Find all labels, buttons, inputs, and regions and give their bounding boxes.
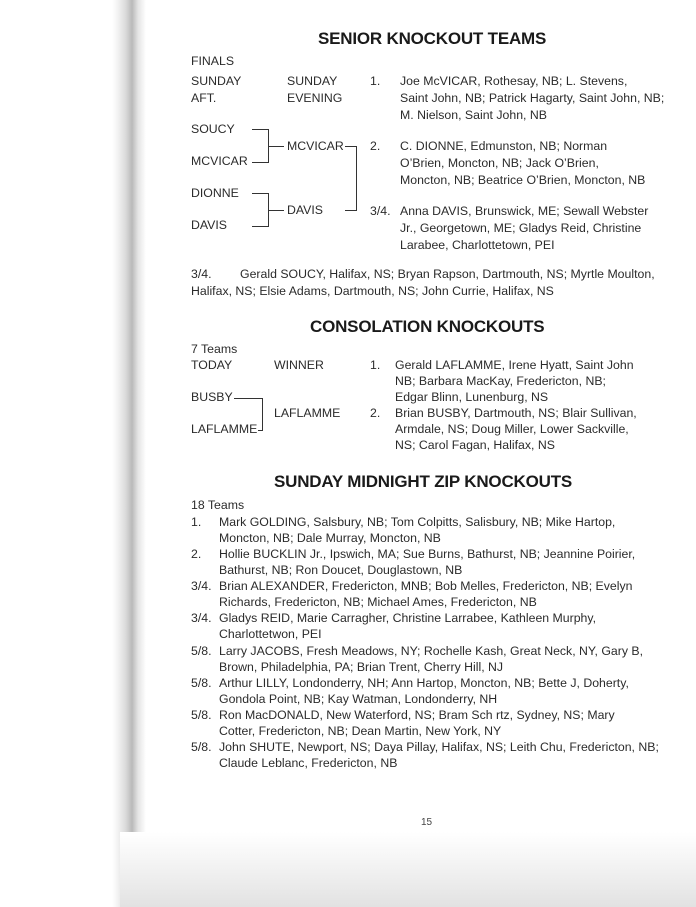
bracket-team: LAFLAMME <box>191 422 258 436</box>
entry-line: Gondola Point, NB; Kay Watman, Londonderry, NH <box>219 692 498 706</box>
entry-line: Brian ALEXANDER, Fredericton, MNB; Bob Melles, Fredericton, NB; Evelyn <box>219 579 633 593</box>
entry-line: Hollie BUCKLIN Jr., Ipswich, MA; Sue Burns, Bathurst, NB; Jeannine Poirier, <box>219 547 636 561</box>
entry-line: Brown, Philadelphia, PA; Brian Trent, Cherry Hill, NJ <box>219 660 504 674</box>
winner-label: WINNER <box>274 358 324 372</box>
entry-line: Anna DAVIS, Brunswick, ME; Sewall Webster <box>400 204 649 218</box>
bracket-team: BUSBY <box>191 390 233 404</box>
bracket-team: SOUCY <box>191 122 235 136</box>
entry-line: John SHUTE, Newport, NS; Daya Pillay, Halifax, NS; Leith Chu, Fredericton, NB; <box>219 740 659 754</box>
col2-heading-line1: SUNDAY <box>287 74 338 88</box>
consolation-title: CONSOLATION KNOCKOUTS <box>310 317 545 336</box>
entry-number: 1. <box>370 358 381 372</box>
finals-label: FINALS <box>191 54 235 68</box>
entry-line: Brian BUSBY, Dartmouth, NS; Blair Sullivan, <box>395 406 637 420</box>
entry-number: 3/4. <box>191 579 212 593</box>
bracket-line <box>252 162 268 163</box>
bracket-team: DAVIS <box>191 218 227 232</box>
entry-line: Larry JACOBS, Fresh Meadows, NY; Rochelle Kash, Great Neck, NY, Gary B, <box>219 644 644 658</box>
bracket-team: MCVICAR <box>191 154 248 168</box>
entry-line: Larabee, Charlottetown, PEI <box>400 238 555 252</box>
teams-count: 18 Teams <box>191 498 245 512</box>
entry-number: 1. <box>191 515 202 529</box>
entry-line: Moncton, NB; Beatrice O’Brien, Moncton, NB <box>400 173 646 187</box>
bracket-team: DIONNE <box>191 186 239 200</box>
entry-line: Cotter, Fredericton, NB; Dean Martin, New York, NY <box>219 724 502 738</box>
entry-line: NB; Barbara MacKay, Fredericton, NB; <box>395 374 606 388</box>
entry-line: Armdale, NS; Doug Miller, Lower Sackville, <box>395 422 629 436</box>
bracket-winner: DAVIS <box>287 203 323 217</box>
entry-number: 2. <box>370 406 381 420</box>
bracket-line <box>252 129 268 130</box>
bracket-line <box>262 398 263 431</box>
col1-heading-line2: AFT. <box>191 91 217 105</box>
entry-number: 5/8. <box>191 676 212 690</box>
entry-number: 5/8. <box>191 740 212 754</box>
page-binding-edge <box>0 0 150 907</box>
bracket-line <box>356 146 357 211</box>
entry-line: Halifax, NS; Elsie Adams, Dartmouth, NS; John Currie, Halifax, NS <box>191 284 554 298</box>
entry-line: Richards, Fredericton, NB; Michael Ames, Fredericton, NB <box>219 595 537 609</box>
entry-number: 5/8. <box>191 644 212 658</box>
entry-line: Ron MacDONALD, New Waterford, NS; Bram Sch rtz, Sydney, NS; Mary <box>219 708 615 722</box>
page-number: 15 <box>421 817 433 828</box>
bracket-winner: LAFLAMME <box>274 406 341 420</box>
page-bottom-shadow <box>120 832 696 907</box>
teams-count: 7 Teams <box>191 342 238 356</box>
entry-number: 3/4. <box>191 267 212 281</box>
entry-number: 1. <box>370 74 381 88</box>
entry-number: 3/4. <box>370 204 391 218</box>
bracket-line <box>268 146 284 147</box>
entry-line: M. Nielson, Saint John, NB <box>400 108 547 122</box>
entry-number: 3/4. <box>191 611 212 625</box>
bracket-line <box>252 226 268 227</box>
entry-line: Claude Leblanc, Fredericton, NB <box>219 756 398 770</box>
today-label: TODAY <box>191 358 233 372</box>
entry-line: Gladys REID, Marie Carragher, Christine Larrabee, Kathleen Murphy, <box>219 611 597 625</box>
entry-line: Mark GOLDING, Salsbury, NB; Tom Colpitts, Salisbury, NB; Mike Hartop, <box>219 515 616 529</box>
bracket-winner: MCVICAR <box>287 139 344 153</box>
col1-heading-line1: SUNDAY <box>191 74 242 88</box>
entry-line: Gerald SOUCY, Halifax, NS; Bryan Rapson, Dartmouth, NS; Myrtle Moulton, <box>240 267 655 281</box>
entry-number: 2. <box>191 547 202 561</box>
entry-line: Jr., Georgetown, ME; Gladys Reid, Christine <box>400 221 642 235</box>
col2-heading-line2: EVENING <box>287 91 343 105</box>
entry-line: Edgar Blinn, Lunenburg, NS <box>395 390 549 404</box>
entry-line: Saint John, NB; Patrick Hagarty, Saint John, NB; <box>400 91 665 105</box>
entry-line: O’Brien, Moncton, NB; Jack O’Brien, <box>400 156 599 170</box>
zip-title: SUNDAY MIDNIGHT ZIP KNOCKOUTS <box>274 472 573 491</box>
entry-number: 5/8. <box>191 708 212 722</box>
entry-line: Moncton, NB; Dale Murray, Moncton, NB <box>219 531 441 545</box>
entry-line: Arthur LILLY, Londonderry, NH; Ann Hartop, Moncton, NB; Bette J, Doherty, <box>219 676 629 690</box>
entry-line: Joe McVICAR, Rothesay, NB; L. Stevens, <box>400 74 628 88</box>
bracket-line <box>268 210 284 211</box>
entry-line: Charlottetwon, PEI <box>219 627 322 641</box>
entry-line: C. DIONNE, Edmunston, NB; Norman <box>400 139 608 153</box>
entry-line: Gerald LAFLAMME, Irene Hyatt, Saint John <box>395 358 634 372</box>
bracket-line <box>252 193 268 194</box>
senior-title: SENIOR KNOCKOUT TEAMS <box>318 29 547 48</box>
entry-line: NS; Carol Fagan, Halifax, NS <box>395 438 555 452</box>
entry-number: 2. <box>370 139 381 153</box>
bracket-line <box>234 398 262 399</box>
entry-line: Bathurst, NB; Ron Doucet, Douglastown, NB <box>219 563 463 577</box>
